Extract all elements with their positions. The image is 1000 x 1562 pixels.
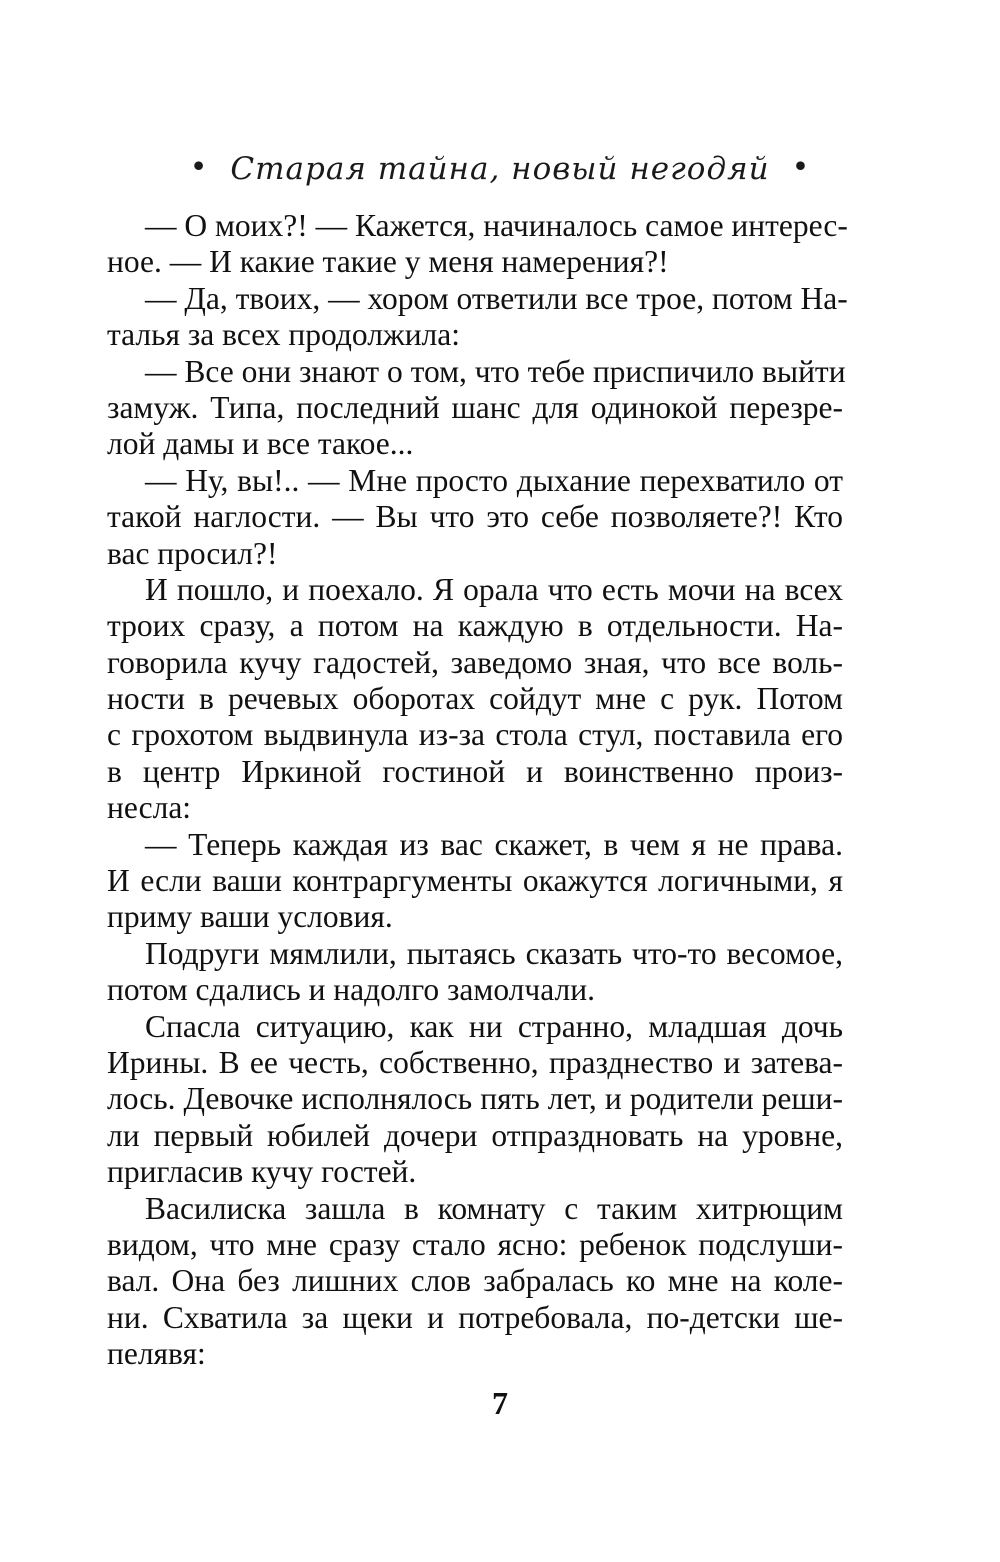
text-line: ни. Схватила за щеки и потребовала, по-детски ше- (107, 1299, 843, 1335)
text-line: И если ваши контраргументы окажутся логичными, я (107, 863, 843, 899)
text-line: пелявя: (107, 1336, 206, 1372)
text-line: Ирины. В ее честь, собственно, празднество и затева- (107, 1044, 843, 1080)
text-line: вал. Она без лишних слов забралась ко мне на коле- (107, 1263, 843, 1299)
text-line: в центр Иркиной гостиной и воинственно произ- (107, 753, 843, 789)
text-line: Василиска зашла в комнату с таким хитрющим (145, 1190, 843, 1226)
header-bullet-right: • (791, 150, 811, 185)
text-line: — О моих?! — Кажется, начиналось самое интерес- (145, 208, 848, 243)
text-line: пригласив кучу гостей. (107, 1154, 417, 1190)
text-line: несла: (107, 790, 192, 826)
text-line: замуж. Типа, последний шанс для одинокой перезре- (107, 389, 843, 425)
text-line: Спасла ситуацию, как ни странно, младшая дочь (145, 1008, 843, 1044)
text-line: ное. — И какие такие у меня намерения?! (107, 244, 669, 280)
header-bullet-left: • (189, 150, 209, 185)
text-line: — Все они знают о том, что тебе приспичило выйти (145, 353, 846, 389)
text-line: И пошло, и поехало. Я орала что есть мочи на всех (145, 571, 843, 607)
running-header (0, 150, 1000, 187)
text-line: лой дамы и все такое... (107, 426, 414, 462)
book-title: Старая тайна, новый негодяй (230, 151, 770, 187)
text-line: — Теперь каждая из вас скажет, в чем я не права. (145, 826, 843, 862)
text-line: ности в речевых оборотах сойдут мне с рук. Потом (107, 681, 843, 717)
text-line: — Ну, вы!.. — Мне просто дыхание перехватило от (145, 462, 843, 498)
text-line: вас просил?! (107, 535, 278, 571)
text-line: лось. Девочке исполнялось пять лет, и родители реши- (107, 1081, 843, 1117)
text-line: — Да, твоих, — хором ответили все трое, потом На- (145, 280, 848, 316)
text-line: талья за всех продолжила: (107, 317, 461, 353)
text-line: Подруги мямлили, пытаясь сказать что-то весомое, (145, 935, 843, 971)
text-line: ли первый юбилей дочери отпраздновать на уровне, (107, 1117, 843, 1153)
page-number: 7 (492, 1385, 508, 1421)
text-line: говорила кучу гадостей, заведомо зная, что все воль- (107, 644, 843, 680)
text-line: такой наглости. — Вы что это себе позволяете?! Кто (107, 499, 843, 535)
text-line: троих сразу, а потом на каждую в отдельности. На- (107, 608, 843, 644)
text-line: потом сдались и надолго замолчали. (107, 972, 595, 1008)
text-line: приму ваши условия. (107, 899, 393, 935)
body-text (107, 208, 848, 1373)
text-line: с грохотом выдвинула из-за стола стул, поставила его (107, 717, 843, 753)
text-line: видом, что мне сразу стало ясно: ребенок подслуши- (107, 1226, 843, 1262)
